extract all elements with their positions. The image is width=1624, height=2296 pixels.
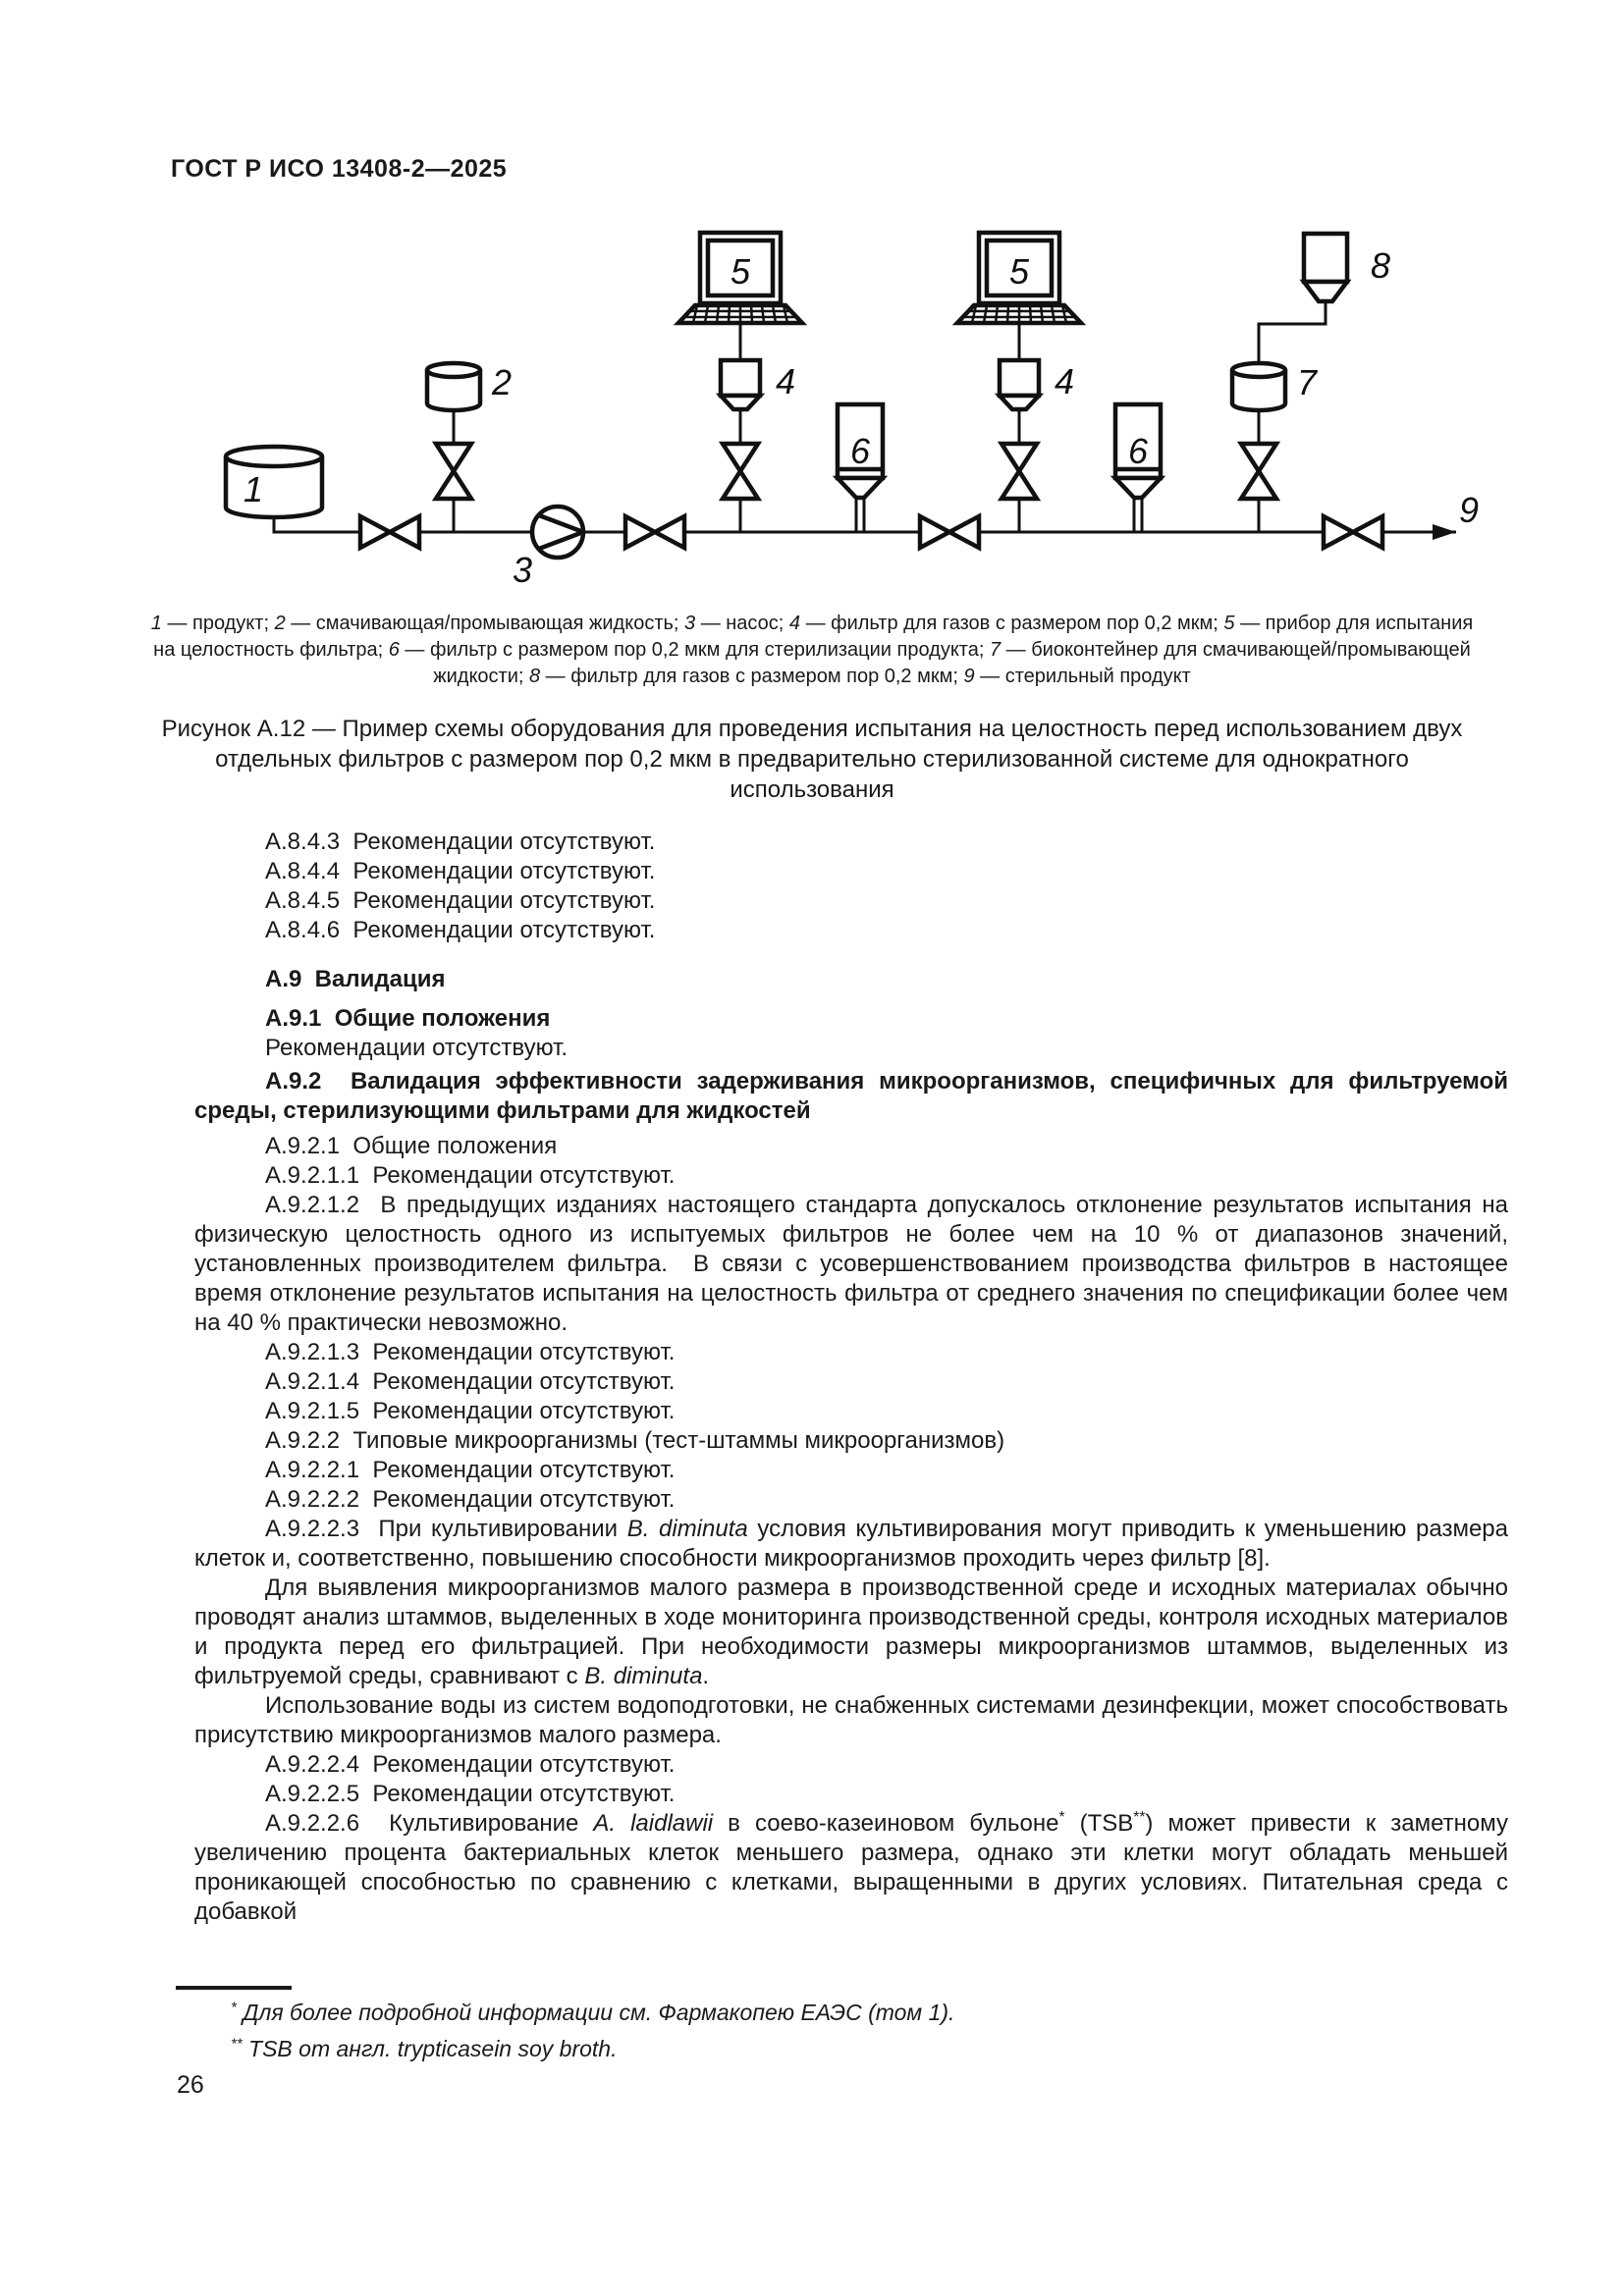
gas-filter-4 [1000, 360, 1039, 444]
footnotes [194, 1995, 1500, 2067]
paragraph: А.9.2.1.2 В предыдущих изданиях настоящего стандарта допускалось отклонение результатов испытания на физическую целостность одного из испытуемых фильтров не более чем на 10 % от диапазонов значений, установленных производителем фильтра. В связи с усовершенствованием производства фильтров в настоящее время отклонение результатов испытания на целостность фильтра от среднего значения по спецификации более чем на 40 % практически невозможно. [194, 1192, 1508, 1336]
label-1: 1 [243, 469, 264, 509]
valve-icon [360, 516, 419, 548]
valve-icon [1001, 444, 1037, 499]
paragraph: А.9.2.2.5 Рекомендации отсутствуют. [265, 1781, 676, 1807]
gas-filter-4 [721, 360, 760, 444]
paragraph: А.9.2.1.3 Рекомендации отсутствуют. [265, 1339, 676, 1365]
label-4: 4 [1055, 361, 1075, 401]
footnote: ** TSB от англ. trypticasein soy broth. [231, 2035, 618, 2061]
flow-arrow [1433, 524, 1456, 540]
paragraph: А.9.2 Валидация эффективности задерживания микроорганизмов, специфичных для фильтруемой среды, стерилизующими фильтрами для жидкостей [194, 1068, 1508, 1124]
valve-icon [436, 444, 471, 499]
paragraph: А.9 Валидация [265, 966, 446, 992]
label-6: 6 [1127, 431, 1149, 471]
product-tank-1 [226, 447, 322, 517]
label-2: 2 [492, 362, 513, 402]
paragraph: Для выявления микроорганизмов малого размера в производственной среде и исходных материалах обычно проводят анализ штаммов, выделенных в ходе мониторинга производственной среды, контроля исходных материалов и продукта перед его фильтрацией. При необходимости размеры микроорганизмов штаммов, выделенных из фильтруемой среды, сравнивают с B. diminuta. [194, 1575, 1508, 1689]
paragraph: А.9.2.2.1 Рекомендации отсутствуют. [265, 1457, 676, 1483]
body-text [194, 828, 1508, 1927]
wetting-fluid-container-2 [427, 363, 480, 410]
footnote: * Для более подробной информации см. Фармакопею ЕАЭС (том 1). [231, 1999, 955, 2025]
label-9: 9 [1459, 490, 1480, 530]
paragraph: А.9.2.1.5 Рекомендации отсутствуют. [265, 1398, 676, 1424]
paragraph: А.9.2.2.4 Рекомендации отсутствуют. [265, 1751, 676, 1778]
label-7: 7 [1297, 362, 1318, 402]
valve-icon [723, 444, 758, 499]
paragraph: А.8.4.6 Рекомендации отсутствуют. [265, 917, 656, 943]
biocontainer-7 [1232, 363, 1285, 410]
valve-icon [1324, 516, 1382, 548]
document-header: ГОСТ Р ИСО 13408-2—2025 [171, 155, 508, 183]
paragraph: А.9.2.2.3 При культивировании B. diminuta условия культивирования могут приводить к уменьшению размера клеток и, соответственно, повышению способности микроорганизмов проходить через фильтр [8]. [194, 1516, 1508, 1572]
paragraph: А.9.2.2 Типовые микроорганизмы (тест-штаммы микроорганизмов) [265, 1427, 1005, 1454]
paragraph: Использование воды из систем водоподготовки, не снабженных системами дезинфекции, может способствовать присутствию микроорганизмов малого размера. [194, 1692, 1508, 1748]
label-5: 5 [730, 251, 751, 292]
paragraph: А.8.4.3 Рекомендации отсутствуют. [265, 828, 656, 855]
paragraph: А.9.2.1 Общие положения [265, 1133, 558, 1159]
paragraph: А.9.2.2.2 Рекомендации отсутствуют. [265, 1486, 676, 1513]
paragraph: А.8.4.5 Рекомендации отсутствуют. [265, 887, 656, 914]
label-8: 8 [1371, 245, 1391, 286]
figure-legend: 1 — продукт; 2 — смачивающая/промывающая жидкость; 3 — насос; 4 — фильтр для газов с размером пор 0,2 мкм; 5 — прибор для испытания на целостность фильтра; 6 — фильтр с размером пор 0,2 мкм для стерилизации продукта; 7 — биоконтейнер для смачивающей/промывающей жидкости; 8 — фильтр для газов с размером пор 0,2 мкм; 9 — стерильный продукт [150, 613, 1474, 687]
valve-icon [1241, 444, 1276, 499]
label-6: 6 [849, 431, 871, 471]
paragraph: А.9.2.2.6 Культивирование A. laidlawii в соево-казеиновом бульоне* (TSB**) может привести к заметному увеличению процента бактериальных клеток меньшего размера, однако эти клетки могут обладать меньшей проникающей способностью по сравнению с клетками, выращенными в других условиях. Питательная среда с добавкой [194, 1809, 1508, 1925]
figure-title: Рисунок А.12 — Пример схемы оборудования для проведения испытания на целостность перед использованием двух отдельных фильтров с размером пор 0,2 мкм в предварительно стерилизованной системе для однократного использования [161, 716, 1463, 803]
paragraph: А.9.2.1.1 Рекомендации отсутствуют. [265, 1162, 676, 1189]
valve-icon [920, 516, 979, 548]
paragraph: А.8.4.4 Рекомендации отсутствуют. [265, 858, 656, 884]
paragraph: Рекомендации отсутствуют. [265, 1035, 568, 1061]
label-4: 4 [776, 361, 796, 401]
paragraph: А.9.1 Общие положения [265, 1005, 551, 1032]
equipment-diagram [147, 191, 1526, 614]
gas-filter-8 [1304, 234, 1347, 301]
valve-icon [625, 516, 684, 548]
footnote-rule [176, 1986, 292, 1990]
pump-3 [532, 507, 583, 558]
page-number: 26 [177, 2071, 204, 2099]
label-5: 5 [1008, 251, 1030, 292]
label-3: 3 [512, 550, 533, 590]
paragraph: А.9.2.1.4 Рекомендации отсутствуют. [265, 1368, 676, 1395]
